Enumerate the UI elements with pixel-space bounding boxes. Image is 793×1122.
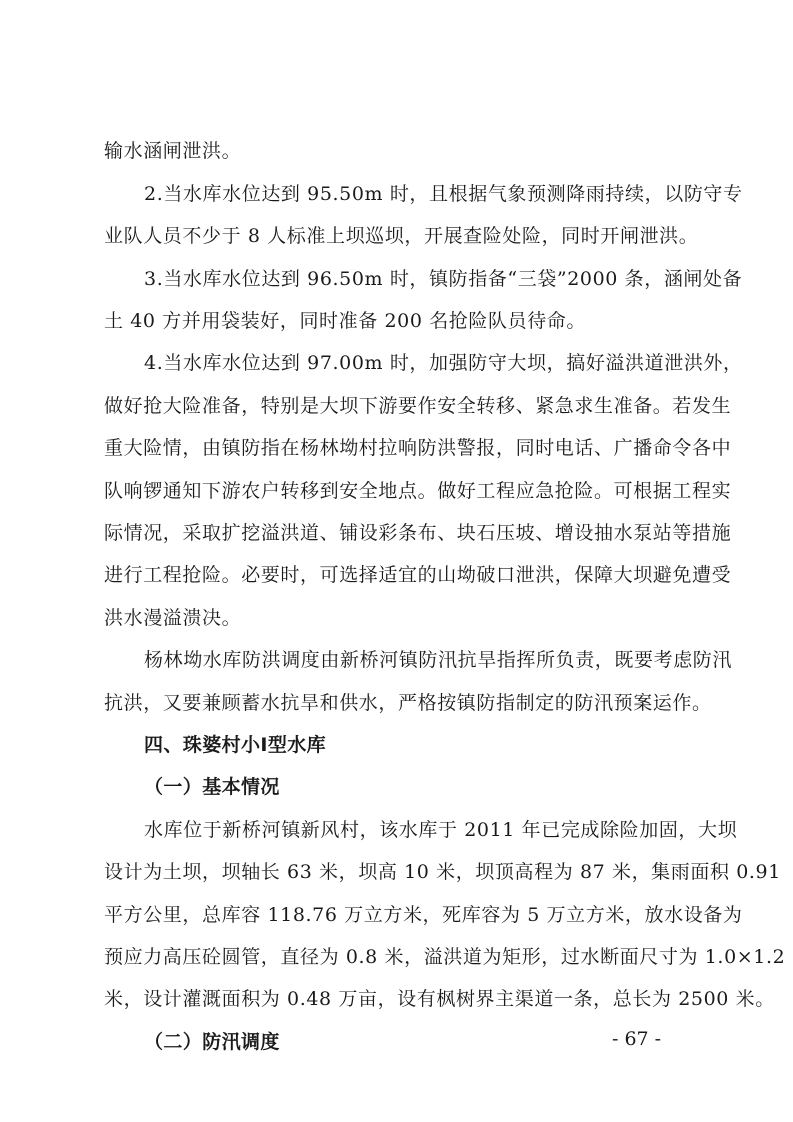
body-text-line: 3.当水库水位达到 96.50m 时，镇防指备“三袋”2000 条，涵闸处备 (144, 268, 743, 290)
subsection-heading: （二）防汛调度 (144, 1031, 280, 1053)
body-text-line: 抗洪，又要兼顾蓄水抗旱和供水，严格按镇防指制定的防汛预案运作。 (104, 692, 712, 714)
body-text-line: 2.当水库水位达到 95.50m 时，且根据气象预测降雨持续，以防守专 (144, 183, 743, 205)
body-text-line: 4.当水库水位达到 97.00m 时，加强防守大坝，搞好溢洪道泄洪外， (144, 352, 743, 374)
body-text-line: 业队人员不少于 8 人标准上坝巡坝，开展查险处险，同时开闸泄洪。 (104, 225, 699, 247)
body-text-line: 平方公里，总库容 118.76 万立方米，死库容为 5 万立方米，放水设备为 (104, 904, 743, 926)
page-number: - 67 - (612, 1028, 662, 1050)
body-text-line: 预应力高压砼圆管，直径为 0.8 米，溢洪道为矩形，过水断面尺寸为 1.0×1.2 (104, 946, 786, 968)
body-text-line: 洪水漫溢溃决。 (104, 607, 242, 629)
body-text-line: 做好抢大险准备，特别是大坝下游要作安全转移、紧急求生准备。若发生 (104, 395, 732, 417)
body-text-line: 土 40 方并用袋装好，同时准备 200 名抢险队员待命。 (104, 310, 587, 332)
body-text-line: 进行工程抢险。必要时，可选择适宜的山坳破口泄洪，保障大坝避免遭受 (104, 564, 732, 586)
body-text-line: 输水涵闸泄洪。 (104, 140, 242, 162)
section-heading: 四、珠婆村小Ⅰ型水库 (144, 734, 327, 756)
body-text-line: 米，设计灌溉面积为 0.48 万亩，设有枫树界主渠道一条，总长为 2500 米。 (104, 988, 775, 1010)
body-text-line: 重大险情，由镇防指在杨林坳村拉响防洪警报，同时电话、广播命令各中 (104, 437, 732, 459)
body-text-line: 设计为土坝，坝轴长 63 米，坝高 10 米，坝顶高程为 87 米，集雨面积 0.91 (104, 861, 781, 883)
body-text-line: 队响锣通知下游农户转移到安全地点。做好工程应急抢险。可根据工程实 (104, 480, 732, 502)
body-text-line: 际情况，采取扩挖溢洪道、铺设彩条布、块石压坡、增设抽水泵站等措施 (104, 522, 732, 544)
body-text-line: 水库位于新桥河镇新风村，该水库于 2011 年已完成除险加固，大坝 (144, 819, 738, 841)
subsection-heading: （一）基本情况 (144, 776, 280, 798)
body-text-line: 杨林坳水库防洪调度由新桥河镇防汛抗旱指挥所负责，既要考虑防汛 (144, 649, 733, 671)
